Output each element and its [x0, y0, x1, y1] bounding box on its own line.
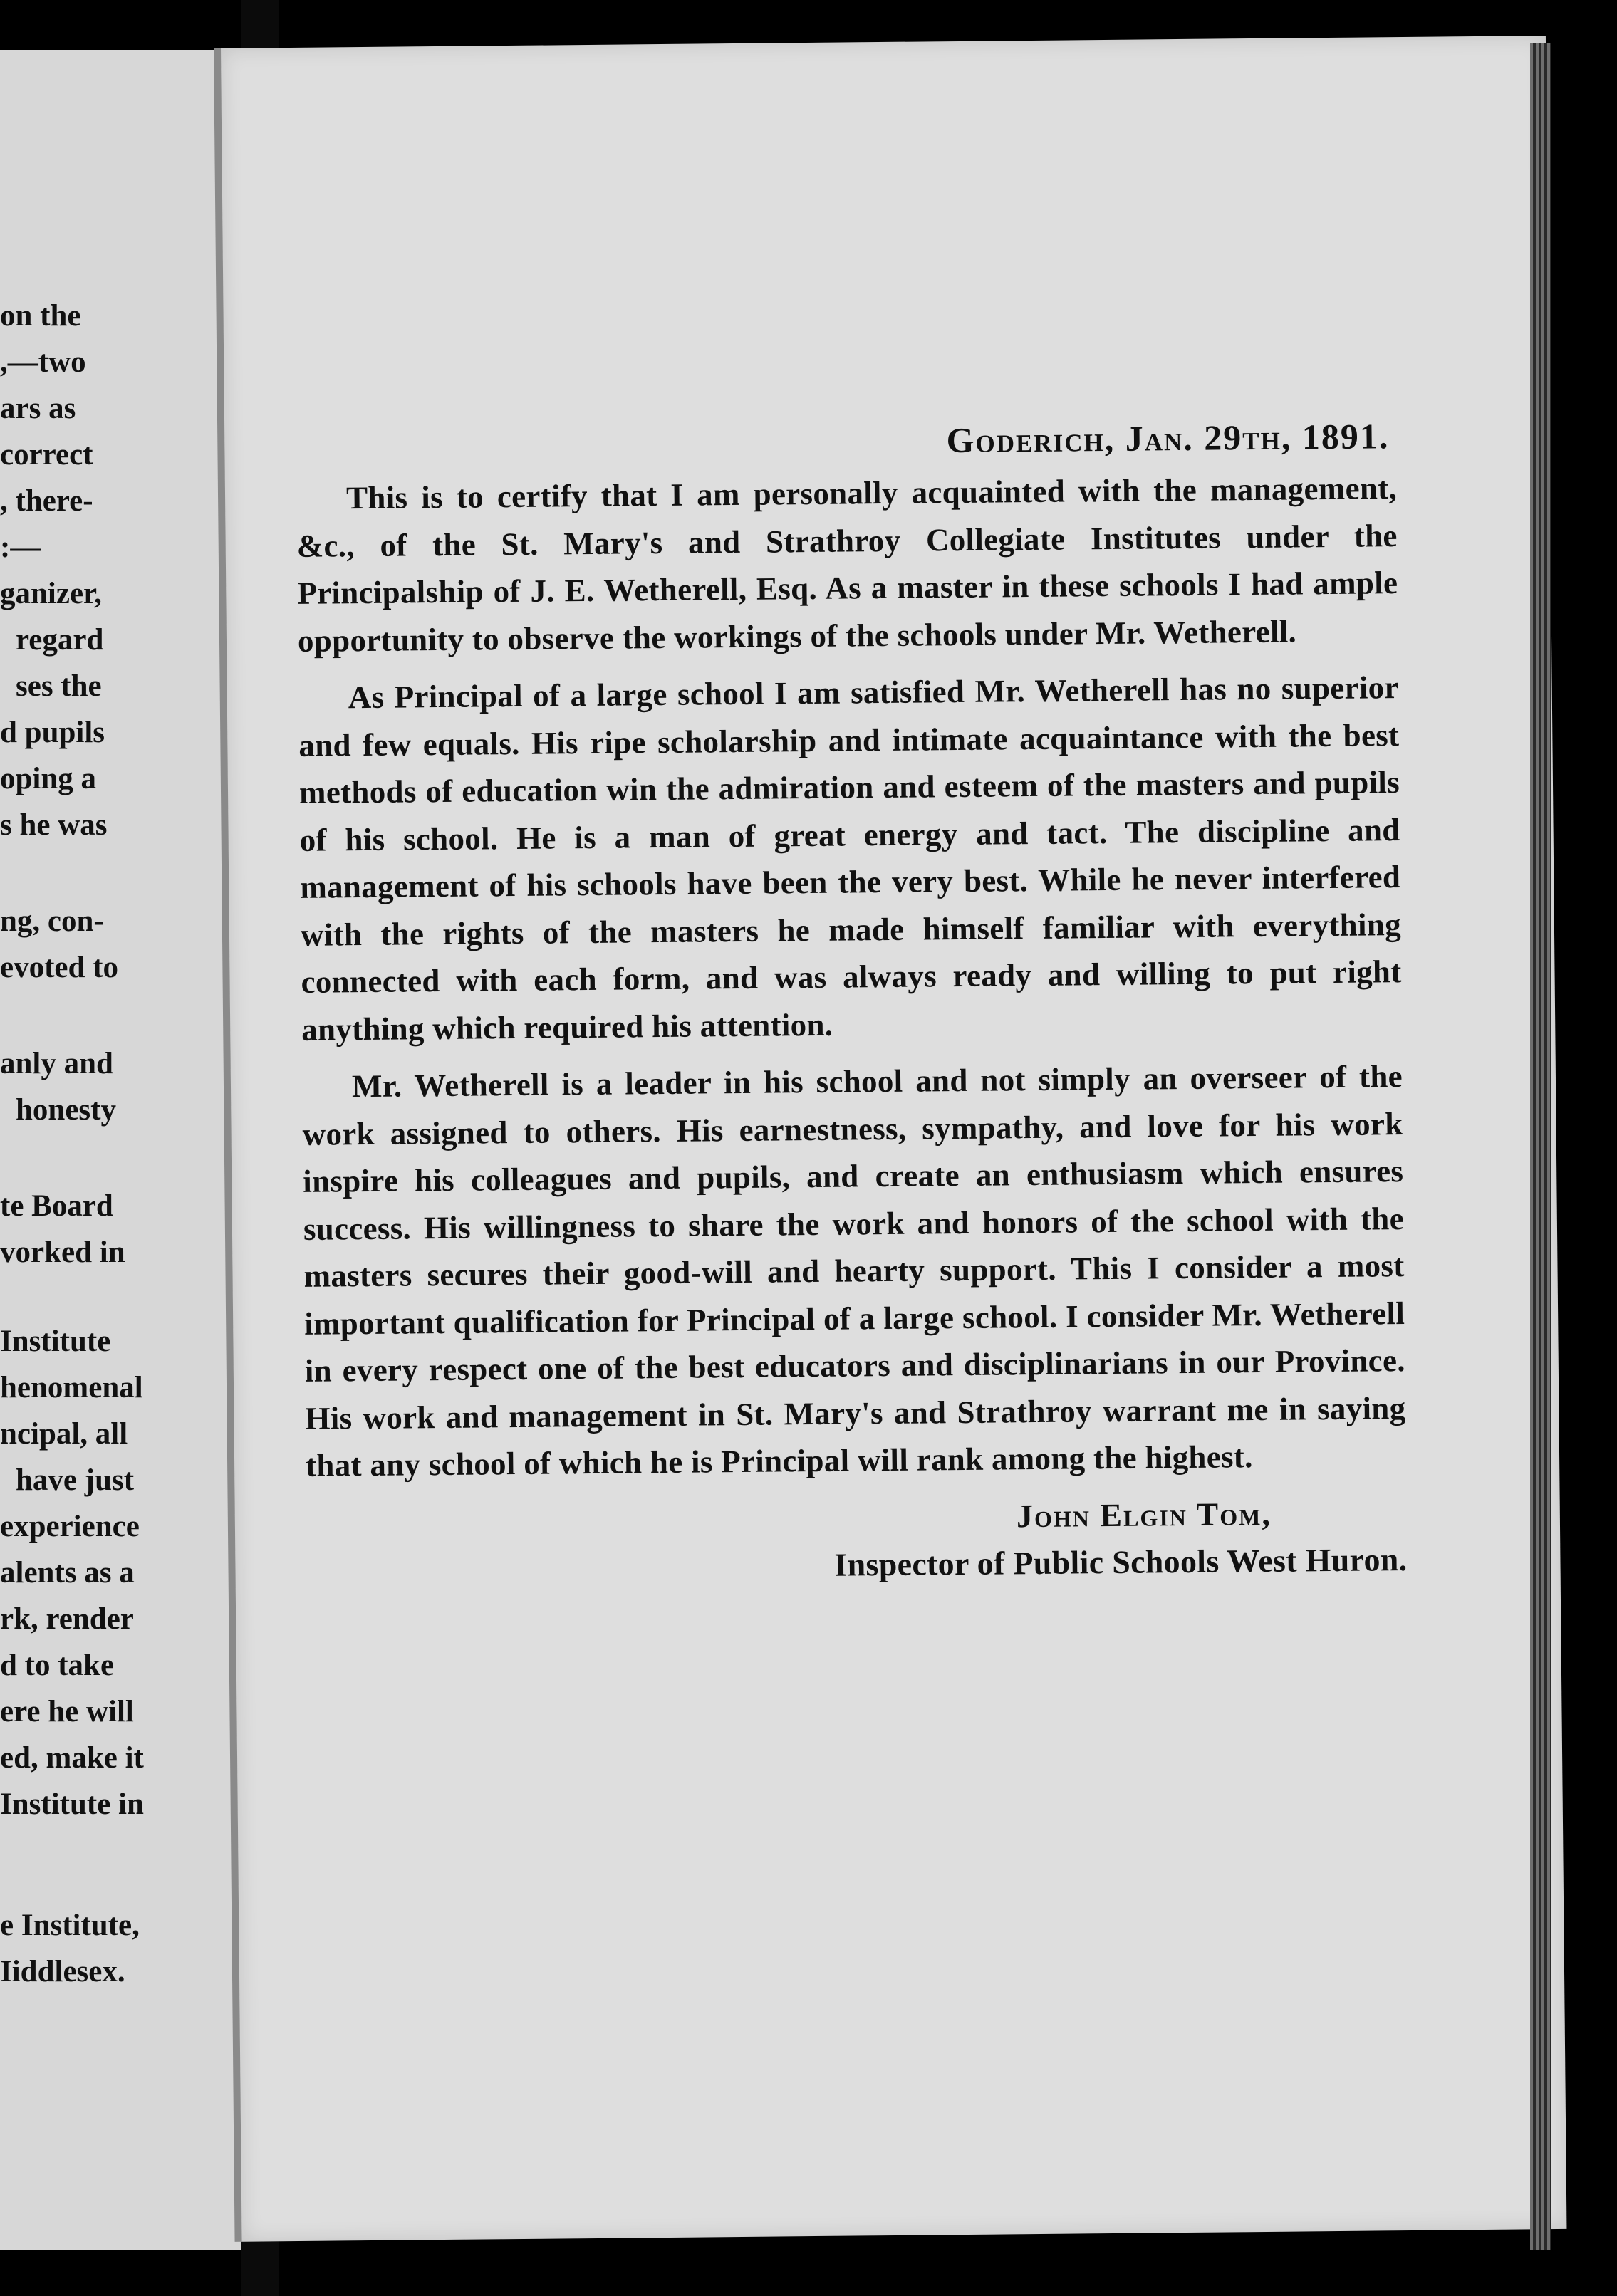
left-fragment-line: ,—two	[0, 345, 86, 379]
left-fragment-line: have just	[16, 1463, 135, 1497]
left-fragment-line: Institute in	[0, 1788, 144, 1821]
left-fragment-line: Institute	[0, 1325, 111, 1358]
left-fragment-line: oping a	[0, 762, 97, 795]
left-fragment-line: ses the	[16, 669, 102, 703]
left-fragment-line: , there-	[0, 484, 93, 518]
left-fragment-line: ars as	[0, 392, 76, 425]
letter-paragraph-2: As Principal of a large school I am satisfied Mr. Wetherell has no superior and few equals. His ripe scholarship and intimate acquaintance with the best methods of education win the admiration and esteem of the masters and pupils of his school. He is a man of great energy and tact. The discipline and management of his schools have been the very best. While he never interfered with the rights of the masters he made himself familiar with everything connected with each form, and was always ready and willing to put right anything which required his attention.	[298, 669, 1402, 1048]
left-fragment-line: experience	[0, 1510, 140, 1543]
signature-name: John Elgin Tom,	[1016, 1495, 1272, 1534]
left-fragment-line: :—	[0, 531, 41, 564]
left-fragment-line: d to take	[0, 1649, 115, 1682]
left-fragment-line: ere he will	[0, 1695, 134, 1728]
left-fragment-line: correct	[0, 438, 93, 471]
left-fragment-line: Iiddlesex.	[0, 1955, 125, 1988]
letter-paragraph-3: Mr. Wetherell is a leader in his school and not simply an overseer of the work assigned to others. His earnestness, sympathy, and love for his work inspire his colleagues and pupils, and create an enthusiasm which ensures success. His willingness to share the work and honors of the school with the masters secures their good-will and hearty support. This I consider a most important qualification for Principal of a large school. I consider Mr. Wetherell in every respect one of the best educators and disciplinarians in our Province. His work and management in St. Mary's and Strathroy warrant me in saying that any school of which he is Principal will rank among the highest.	[302, 1058, 1406, 1483]
previous-page-fragment	[0, 50, 241, 2250]
page-stack-edge	[1530, 43, 1551, 2250]
left-fragment-line: ganizer,	[0, 577, 102, 610]
left-fragment-line: ed, make it	[0, 1741, 144, 1775]
left-fragment-line: alents as a	[0, 1556, 135, 1590]
testimonial-letter	[296, 407, 1408, 1594]
left-fragment-line: d pupils	[0, 716, 105, 749]
left-fragment-line: anly and	[0, 1047, 113, 1080]
left-fragment-line: te Board	[0, 1189, 113, 1223]
left-fragment-line: s he was	[0, 808, 108, 842]
dateline: Goderich, Jan. 29th, 1891.	[946, 416, 1390, 461]
left-fragment-line: rk, render	[0, 1602, 134, 1636]
left-fragment-line: henomenal	[0, 1371, 143, 1404]
left-fragment-line: vorked in	[0, 1236, 125, 1269]
left-fragment-line: ncipal, all	[0, 1417, 128, 1451]
letter-paragraph-1: This is to certify that I am personally acquainted with the management, &c., of the St. Mary's and Strathroy Collegiate Institutes under the Principalship of J. E. Wetherell, Esq. As a master in these schools I had ample opportunity to observe the workings of the schools under Mr. Wetherell.	[296, 470, 1398, 659]
letter-page	[214, 36, 1566, 2242]
left-fragment-line: evoted to	[0, 951, 118, 984]
left-fragment-line: regard	[16, 623, 104, 657]
left-fragment-line: ng, con-	[0, 904, 104, 938]
left-fragment-line: on the	[0, 299, 81, 333]
signature-block	[306, 1489, 1408, 1595]
signature-title: Inspector of Public Schools West Huron.	[834, 1541, 1408, 1583]
left-fragment-line: e Institute,	[0, 1909, 140, 1942]
left-fragment-line: honesty	[16, 1093, 116, 1127]
